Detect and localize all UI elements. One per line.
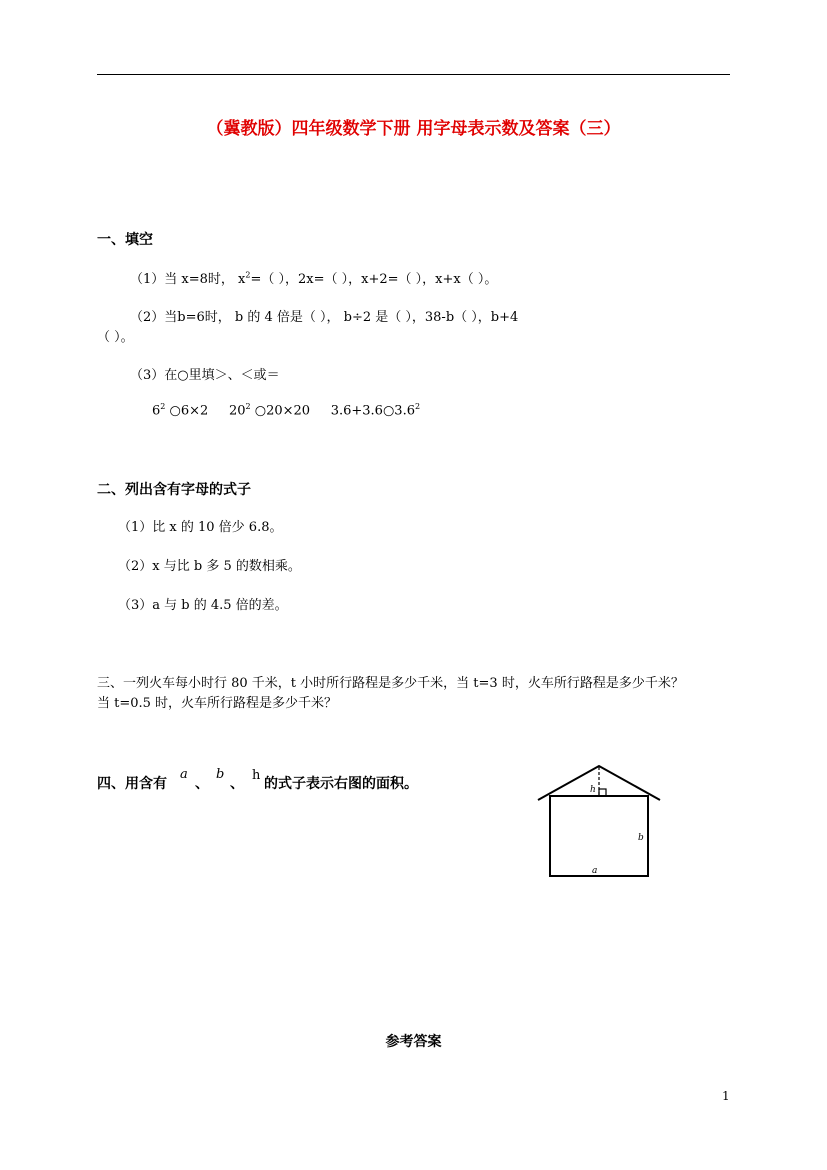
section4-suffix: 的式子表示右图的面积。	[264, 776, 418, 792]
house-rectangle	[550, 796, 648, 876]
section2-heading: 二、列出含有字母的式子	[97, 482, 251, 498]
section4-prefix: 四、用含有	[97, 776, 167, 792]
section2-item-3: （3）a 与 b 的 4.5 倍的差。	[118, 598, 288, 613]
section2-item-2: （2）x 与比 b 多 5 的数相乘。	[118, 559, 301, 574]
section1-q3: （3）在○里填＞、＜或＝	[130, 368, 280, 383]
section4-var-b: b	[216, 767, 225, 782]
right-angle-mark	[599, 789, 606, 796]
page-title: （冀教版）四年级数学下册 用字母表示数及答案（三）	[206, 119, 621, 139]
label-h: h	[590, 785, 596, 795]
section4-var-h: h	[252, 768, 261, 783]
section4-var-a: a	[180, 767, 188, 782]
section1-q1: （1）当 x=8时， $x^2=$（ ），2x=（ ），x+2=（ ），x+x（ ）。	[130, 270, 498, 287]
label-a: a	[592, 866, 598, 876]
page-number: 1	[722, 1089, 730, 1103]
section2-item-1: （1）比 x 的 10 倍少 6.8。	[118, 520, 283, 535]
header-rule	[97, 74, 730, 75]
section1-heading: 一、填空	[97, 232, 153, 248]
label-b: b	[638, 833, 644, 843]
section1-q3-items: $6^2$ ○6×2 $20^2$ ○20×20 $3.6+3.6○3.6^2$	[152, 402, 421, 419]
section1-q2-line2: （ ）。	[97, 330, 134, 345]
house-figure	[530, 760, 665, 885]
answers-heading: 参考答案	[385, 1034, 442, 1050]
section1-q2-line1: （2）当b=6时， b 的 4 倍是（ ）， b÷2 是（ ），38-b（ ），b+4	[130, 310, 519, 325]
section3-line2: 当 t=0.5 时，火车所行路程是多少千米？	[97, 696, 338, 711]
section3-line1: 三、一列火车每小时行 80 千米，t 小时所行路程是多少千米，当 t=3 时，火车所行路程是多少千米？	[97, 676, 684, 691]
section4-sep2: 、	[230, 776, 244, 792]
section4-sep1: 、	[195, 776, 209, 792]
